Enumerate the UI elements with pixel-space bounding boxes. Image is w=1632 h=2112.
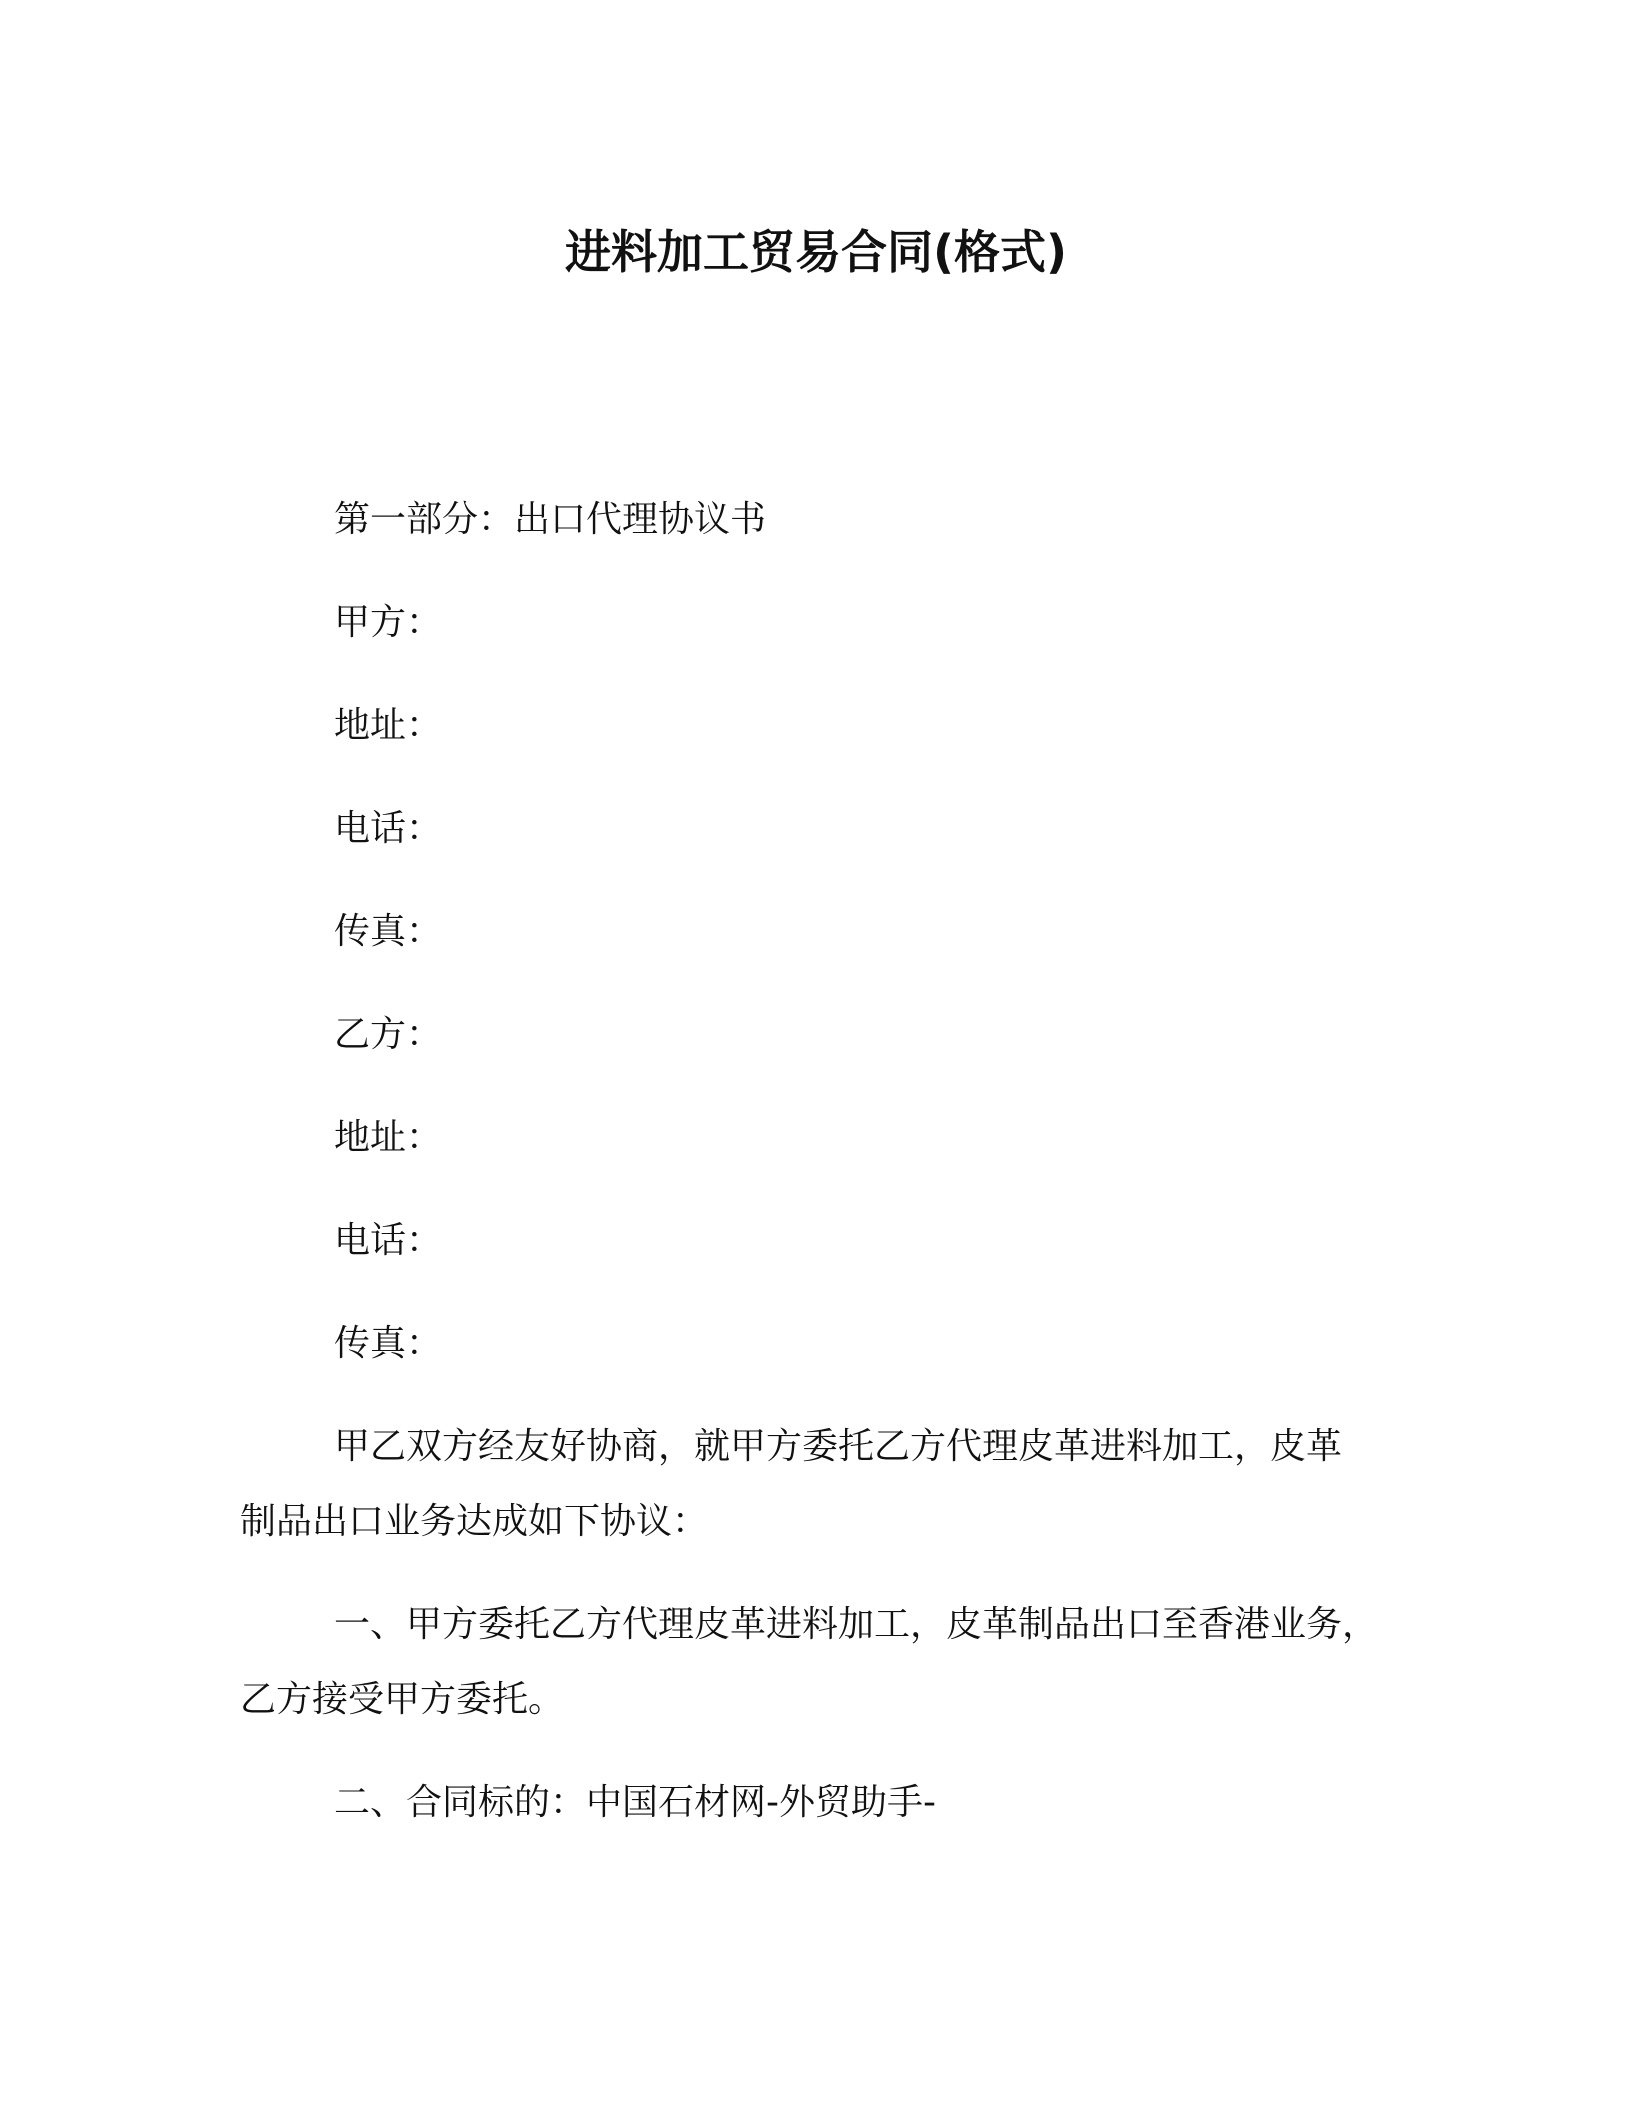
section-heading: 第一部分：出口代理协议书 — [334, 499, 767, 540]
party-b-label: 乙方： — [334, 1014, 443, 1055]
party-a-address-label: 地址： — [334, 705, 443, 746]
intro-paragraph-line-2: 制品出口业务达成如下协议： — [240, 1501, 709, 1542]
clause-1-line-2: 乙方接受甲方委托。 — [240, 1679, 565, 1720]
party-b-address-label: 地址： — [334, 1117, 443, 1158]
intro-paragraph-line-1: 甲乙双方经友好协商，就甲方委托乙方代理皮革进料加工，皮革 — [334, 1426, 1343, 1467]
clause-1-line-1: 一、甲方委托乙方代理皮革进料加工，皮革制品出口至香港业务， — [334, 1604, 1379, 1645]
document-title: 进料加工贸易合同(格式) — [564, 225, 1068, 279]
party-a-fax-label: 传真： — [334, 911, 443, 952]
party-a-label: 甲方： — [334, 602, 443, 643]
clause-2-line-1: 二、合同标的：中国石材网-外贸助手- — [334, 1782, 936, 1823]
party-a-phone-label: 电话： — [334, 808, 443, 849]
party-b-phone-label: 电话： — [334, 1220, 443, 1261]
party-b-fax-label: 传真： — [334, 1323, 443, 1364]
